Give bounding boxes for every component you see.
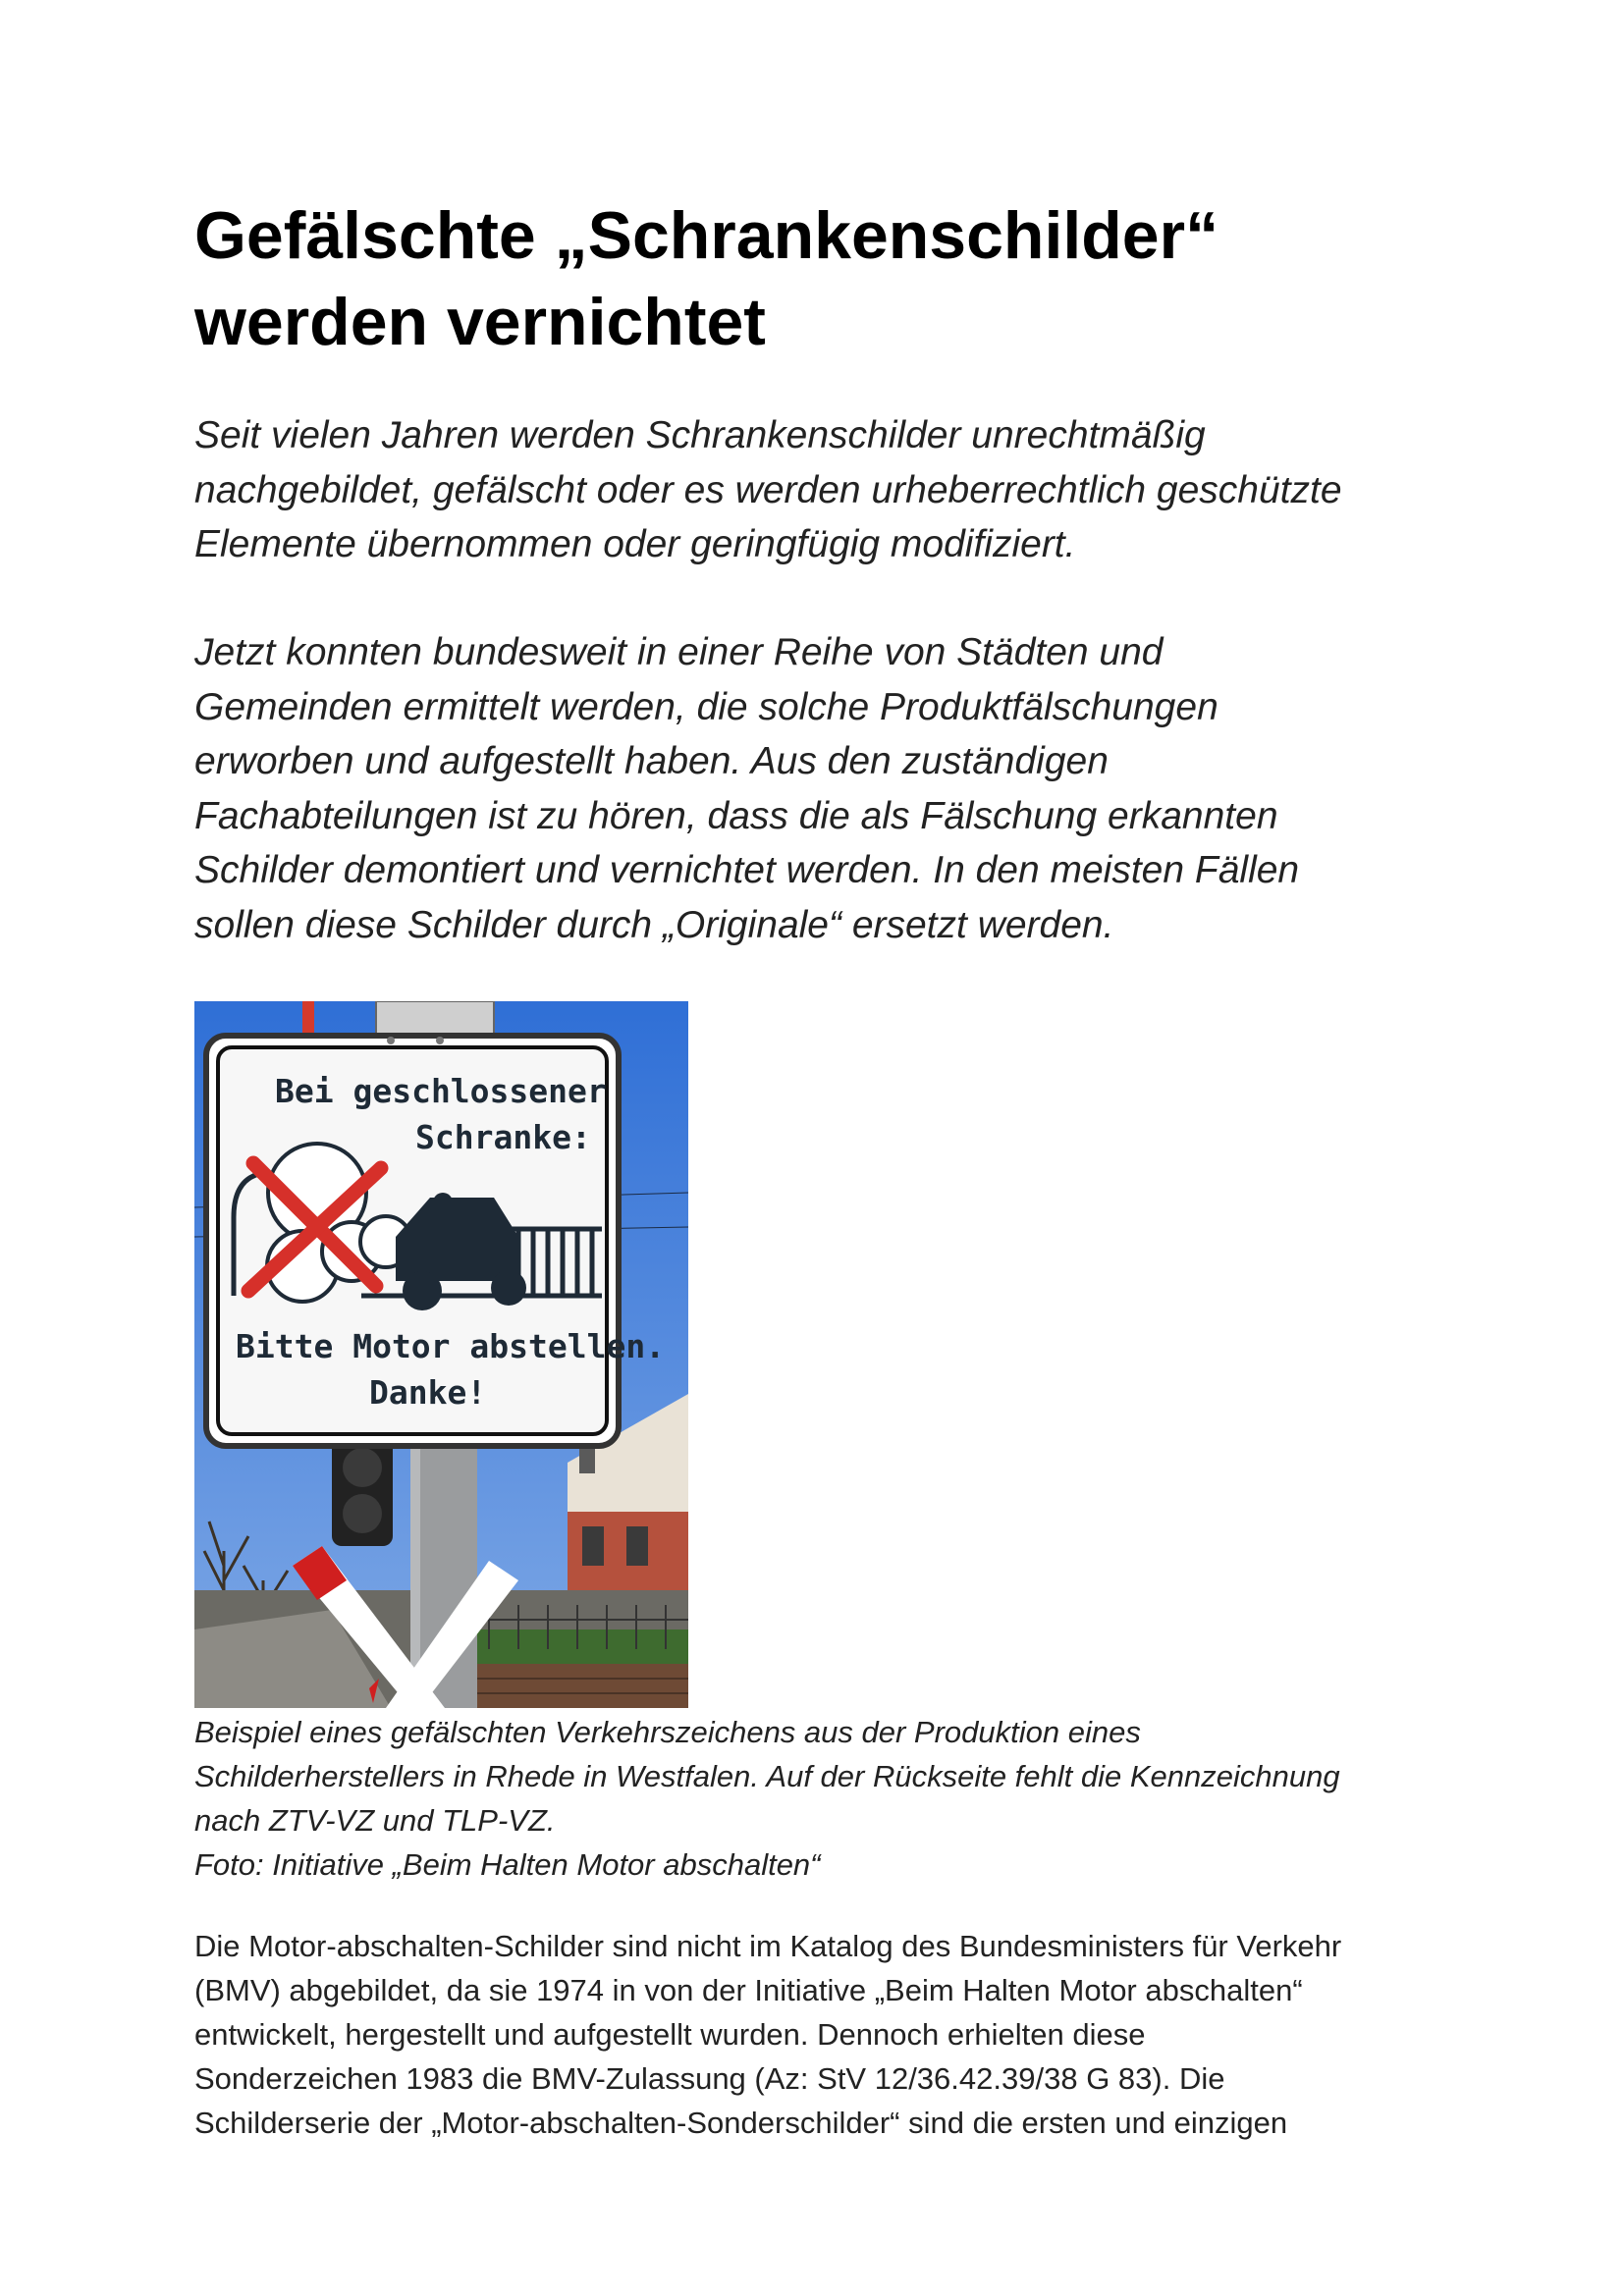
caption-line: nach ZTV-VZ und TLP-VZ. [194, 1803, 556, 1838]
sign-photo [194, 1001, 688, 1708]
lead-paragraph-1 [194, 408, 1441, 572]
title-line-2: werden vernichtet [194, 285, 766, 359]
sign-line-4: Danke! [369, 1373, 487, 1412]
body-line: Die Motor-abschalten-Schilder sind nicht im Katalog des Bundesministers für Verkehr [194, 1929, 1342, 1963]
lead1-line: Seit vielen Jahren werden Schrankenschilder unrechtmäßig [194, 414, 1206, 456]
photo-credit: Foto: Initiative „Beim Halten Motor abschalten“ [194, 1847, 821, 1882]
body-line: entwickelt, hergestellt und aufgestellt wurden. Dennoch erhielten diese [194, 2017, 1146, 2052]
lead2-line: Fachabteilungen ist zu hören, dass die als Fälschung erkannten [194, 794, 1278, 837]
sign-line-3: Bitte Motor abstellen. [236, 1327, 666, 1365]
sign-line-2: Schranke: [415, 1118, 591, 1156]
lead2-line: erworben und aufgestellt haben. Aus den zuständigen [194, 740, 1109, 782]
traffic-light [332, 1433, 393, 1546]
photo-caption [194, 1710, 1441, 1887]
lead1-line: Elemente übernommen oder geringfügig modifiziert. [194, 523, 1076, 565]
caption-line: Schilderherstellers in Rhede in Westfalen. Auf der Rückseite fehlt die Kennzeichnung [194, 1759, 1340, 1793]
lead2-line: sollen diese Schilder durch „Originale“ ersetzt werden. [194, 903, 1114, 946]
traffic-sign [206, 1036, 665, 1446]
lead-paragraph-2 [194, 625, 1441, 952]
lead2-line: Schilder demontiert und vernichtet werden. In den meisten Fällen [194, 849, 1300, 891]
lead2-line: Gemeinden ermittelt werden, die solche Produktfälschungen [194, 685, 1218, 728]
article-title [194, 192, 1441, 365]
title-line-1: Gefälschte „Schrankenschilder“ [194, 198, 1219, 273]
body-paragraph [194, 1924, 1441, 2145]
body-line: Sonderzeichen 1983 die BMV-Zulassung (Az: StV 12/36.42.39/38 G 83). Die [194, 2061, 1225, 2096]
sign-line-1: Bei geschlossener [275, 1072, 607, 1110]
lead2-line: Jetzt konnten bundesweit in einer Reihe von Städten und [194, 631, 1164, 673]
body-line: Schilderserie der „Motor-abschalten-Sonderschilder“ sind die ersten und einzigen [194, 2106, 1288, 2140]
lead1-line: nachgebildet, gefälscht oder es werden urheberrechtlich geschützte [194, 468, 1342, 511]
body-line: (BMV) abgebildet, da sie 1974 in von der Initiative „Beim Halten Motor abschalten“ [194, 1973, 1303, 2007]
caption-line: Beispiel eines gefälschten Verkehrszeichens aus der Produktion eines [194, 1715, 1141, 1749]
